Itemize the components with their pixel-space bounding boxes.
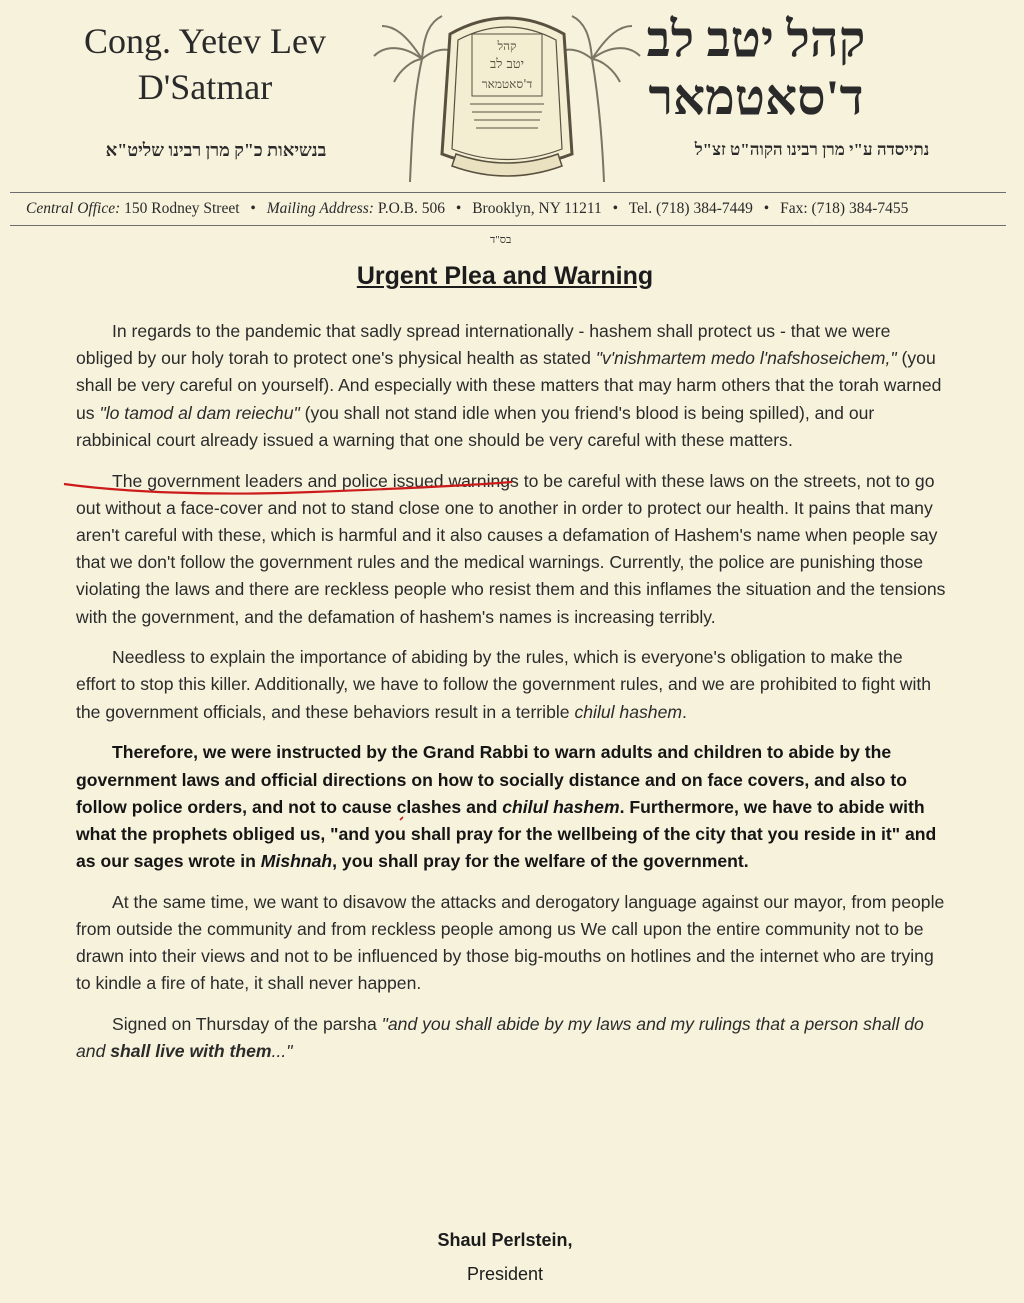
- english-name-line1: Cong. Yetev Lev: [84, 21, 326, 61]
- paragraph-5: At the same time, we want to disavow the attacks and derogatory language against our mayor, from people from outside the community and from reckless people among us We call upon the entire community not to be drawn into their views and not to be influenced by those big-mouths on hotlines and the internet who are trying to kindle a fire of hate, it shall never happen.: [76, 891, 945, 994]
- separator-dot: •: [455, 200, 462, 217]
- p1-text-a: In regards to the pandemic that sadly spread internationally - hashem shall protect us - that we were obliged by our holy torah to protect one's physical health as stated: [76, 321, 891, 369]
- p6-quote-end: ...": [271, 1041, 293, 1062]
- p3-text-c: .: [682, 701, 687, 722]
- separator-dot: •: [763, 200, 770, 217]
- p4-text-a: Therefore, we were instructed by the Grand Rabbi to warn adults and children to abide by the government laws and official directions on how to socially distance and on face covers, and also to follow police orders, and not to cause clashes and: [76, 742, 908, 817]
- mailing-address-value: P.O.B. 506: [377, 200, 445, 217]
- p4-italic-1: chilul hashem: [502, 796, 620, 817]
- p4-italic-2: Mishnah: [260, 851, 333, 872]
- letter-title: Urgent Plea and Warning: [356, 262, 654, 290]
- central-office-value: 150 Rodney Street: [124, 200, 240, 217]
- fax-value: Fax: (718) 384-7455: [780, 200, 909, 217]
- p1-text-e: (you shall not stand idle when you friend's blood is being spilled), and our rabbinical court already issued a warning that one should be very careful with these matters.: [76, 402, 875, 450]
- p1-quote-1: "v'nishmartem medo l'nafshoseichem,": [595, 348, 897, 369]
- congregation-emblem: [372, 4, 642, 188]
- paragraph-2: The government leaders and police issued warnings to be careful with these laws on the streets, not to go out without a face-cover and not to stand close one to another in order to protect our health. It pains that many aren't careful with these, which is harmful and it also causes a defamation of Hashem's name when people say that we don't follow the government rules and the medical warnings. Currently, the police are punishing those violating the laws and there are reckless people who resist them and this inflames the situation and the tensions with the government, and the defamation of hashem's names is increasing terribly.: [76, 470, 946, 627]
- letterhead-hebrew-name: [606, 10, 906, 126]
- left-hebrew-subtitle: בנשיאות כ"ק מרן רבינו שליט"א: [105, 140, 327, 160]
- p6-quote: "and you shall abide by my laws and my rulings that a person shall do and: [76, 1014, 924, 1062]
- right-hebrew-subtitle: נתייסדה ע"י מרן רבינו הקוה"ט זצ"ל: [694, 140, 930, 159]
- letterhead-english-name: [60, 18, 350, 110]
- emblem-text-3: ד'סאטמאר: [481, 77, 533, 91]
- letter-body: [76, 318, 946, 1079]
- signatory-name: Shaul Perlstein,: [437, 1230, 573, 1250]
- signatory-title: President: [466, 1264, 544, 1284]
- mailing-address-label: Mailing Address:: [266, 200, 374, 217]
- paragraph-1: [76, 318, 946, 454]
- city-value: Brooklyn, NY 11211: [472, 200, 602, 217]
- p6-text-a: Signed on Thursday of the parsha: [112, 1014, 382, 1035]
- p3-italic: chilul hashem: [574, 701, 683, 722]
- emblem-text-1: קהל: [497, 39, 517, 53]
- p3-text-a: Needless to explain the importance of abiding by the rules, which is everyone's obligation to make the effort to stop this killer. Additionally, we have to follow the government rules, and we are prohibited to fight with the government officials, and these behaviors result in a terrible: [76, 647, 932, 722]
- p6-bold-quote: shall live with them: [110, 1041, 272, 1062]
- red-underline-annotation: [62, 470, 522, 500]
- paragraph-3: [76, 644, 946, 726]
- emblem-text-2: יטב לב: [489, 57, 525, 72]
- central-office-label: Central Office:: [26, 200, 121, 217]
- p4-text-e: , you shall pray for the welfare of the government.: [332, 851, 749, 872]
- hebrew-name-line1: קהל יטב לב: [646, 11, 866, 67]
- hebrew-name-line2: ד'סאטמאר: [648, 69, 864, 125]
- p1-quote-2: "lo tamod al dam reiechu": [99, 402, 300, 423]
- letterhead-rule-bottom: [10, 225, 1006, 226]
- paragraph-6: [76, 1011, 946, 1065]
- telephone-value: Tel. (718) 384-7449: [628, 200, 753, 217]
- letterhead-rule-top: [10, 192, 1006, 193]
- contact-line: [26, 200, 1006, 218]
- separator-dot: •: [250, 200, 256, 217]
- p4-text-c: . Furthermore, we have to abide with what the prophets obliged us, "and you shall pray for the wellbeing of the city that you reside in it" and as our sages wrote in: [76, 796, 937, 872]
- separator-dot: •: [612, 200, 619, 217]
- paragraph-4: [76, 739, 946, 875]
- red-mark-dot: [398, 815, 406, 823]
- english-name-line2: D'Satmar: [137, 67, 273, 107]
- p1-text-c: (you shall be very careful on yourself). And especially with these matters that may harm others that the torah warned us: [76, 348, 942, 423]
- bsd-mark: בס"ד: [490, 234, 512, 246]
